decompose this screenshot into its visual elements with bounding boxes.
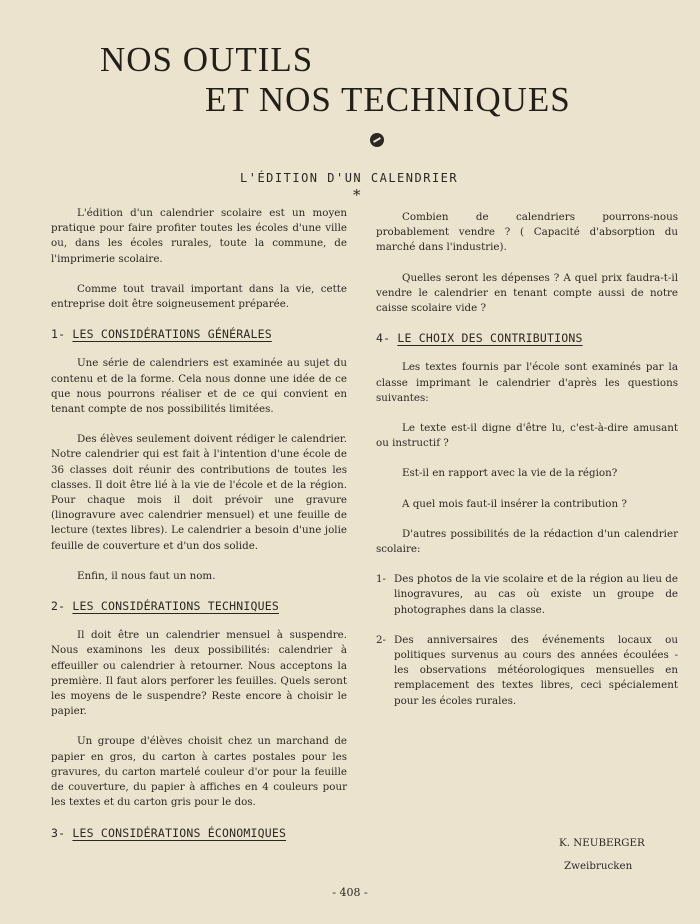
page-title-line1: NOS OUTILS (100, 40, 314, 79)
section-title: LES CONSIDÉRATIONS GÉNÉRALES (72, 327, 272, 342)
asterisk-ornament: * (353, 186, 361, 204)
article-subtitle: L'ÉDITION D'UN CALENDRIER (240, 171, 459, 185)
section-heading-1 (51, 327, 347, 342)
list-item-text: Des photos de la vie scolaire et de la région au lieu de linogravures, au cas où existe un groupe de photographes dans la classe. (394, 573, 678, 616)
section-number: 1- (51, 327, 66, 342)
left-column (51, 206, 347, 855)
page-number: - 408 - (332, 886, 368, 899)
section-number: 3- (51, 825, 66, 840)
right-column (376, 210, 678, 724)
question-1: Le texte est-il digne d'être lu, c'est-à-dire amusant ou instructif ? (376, 422, 678, 450)
leaf-ornament-icon (370, 133, 384, 147)
section3-paragraph-2: Quelles seront les dépenses ? A quel prix faudra-t-il vendre le calendrier en tenant compte aussi de notre caisse scolaire vide ? (376, 271, 678, 315)
section-number: 4- (376, 331, 391, 346)
section-title: LES CONSIDÉRATIONS TECHNIQUES (72, 599, 279, 614)
section-number: 2- (51, 599, 66, 614)
section-heading-3 (51, 826, 347, 841)
page-title-line2: ET NOS TECHNIQUES (205, 80, 571, 119)
list-item-text: Des anniversaires des événements locaux ou politiques survenus au cours des années écoulées - les observations météorologiques mensuelles en remplacement des textes libres, ceci spécialement pour les écoles rurales. (394, 633, 678, 707)
section-heading-4 (376, 331, 678, 346)
intro-paragraph-1: L'édition d'un calendrier scolaire est un moyen pratique pour faire profiter toutes les écoles d'une ville ou, dans les écoles rurales, toute la commune, de l'imprimerie scolaire. (51, 207, 347, 265)
section-title: LE CHOIX DES CONTRIBUTIONS (397, 331, 583, 346)
question-3: A quel mois faut-il insérer la contribution ? (402, 497, 627, 510)
section-title: LES CONSIDÉRATIONS ÉCONOMIQUES (72, 825, 287, 840)
section2-paragraph-2: Un groupe d'élèves choisit chez un marchand de papier en gros, du carton à cartes postales pour les gravures, du carton martelé couleur d'or pour la feuille de couverture, du papier à affiches en 4 couleurs pour les textes et du carton gris pour le dos. (51, 735, 347, 809)
list-item-number: 1- (376, 573, 387, 586)
list-item-number: 2- (376, 633, 387, 646)
section-heading-2 (51, 599, 347, 614)
section4-paragraph-1: Les textes fournis par l'école sont examinés par la classe imprimant le calendrier d'après les questions suivantes: (376, 361, 678, 404)
list-item (376, 633, 678, 709)
author-place: Zweibrucken (564, 860, 633, 872)
section1-paragraph-3: Enfin, il nous faut un nom. (77, 569, 216, 582)
section3-paragraph-1: Combien de calendriers pourrons-nous probablement vendre ? ( Capacité d'absorption du marché dans l'industrie). (376, 211, 678, 254)
list-item (376, 572, 678, 618)
author-name: K. NEUBERGER (559, 837, 645, 849)
section1-paragraph-1: Une série de calendriers est examinée au sujet du contenu et de la forme. Cela nous donne une idée de ce que nous pourrons réaliser et de ce qui convient en tenant compte de nos possibilités limitées. (51, 357, 347, 416)
question-2: Est-il en rapport avec la vie de la région? (402, 467, 618, 480)
section2-paragraph-1: Il doit être un calendrier mensuel à suspendre. Nous examinons les deux possibilités: calendrier à effeuiller ou calendrier à retourner. Nous acceptons la première. Il faut alors perforer les feuilles. Quels seront les moyens de le suspendre? Reste encore à choisir le papier. (51, 629, 347, 718)
intro-paragraph-2: Comme tout travail important dans la vie, cette entreprise doit être soigneusement préparée. (51, 282, 347, 311)
section4-paragraph-2: D'autres possibilités de la rédaction d'un calendrier scolaire: (376, 527, 678, 556)
section1-paragraph-2: Des élèves seulement doivent rédiger le calendrier. Notre calendrier qui est fait à l'intention d'une école de 36 classes doit réunir des contributions de toutes les classes. Il doit être lié à la vie de l'école et de la région. Pour chaque mois il doit prévoir une gravure (linogravure avec calendrier mensuel) et une feuille de lecture (textes libres). Le calendrier a besoin d'une jolie feuille de couverture et d'un dos solide. (51, 433, 347, 552)
